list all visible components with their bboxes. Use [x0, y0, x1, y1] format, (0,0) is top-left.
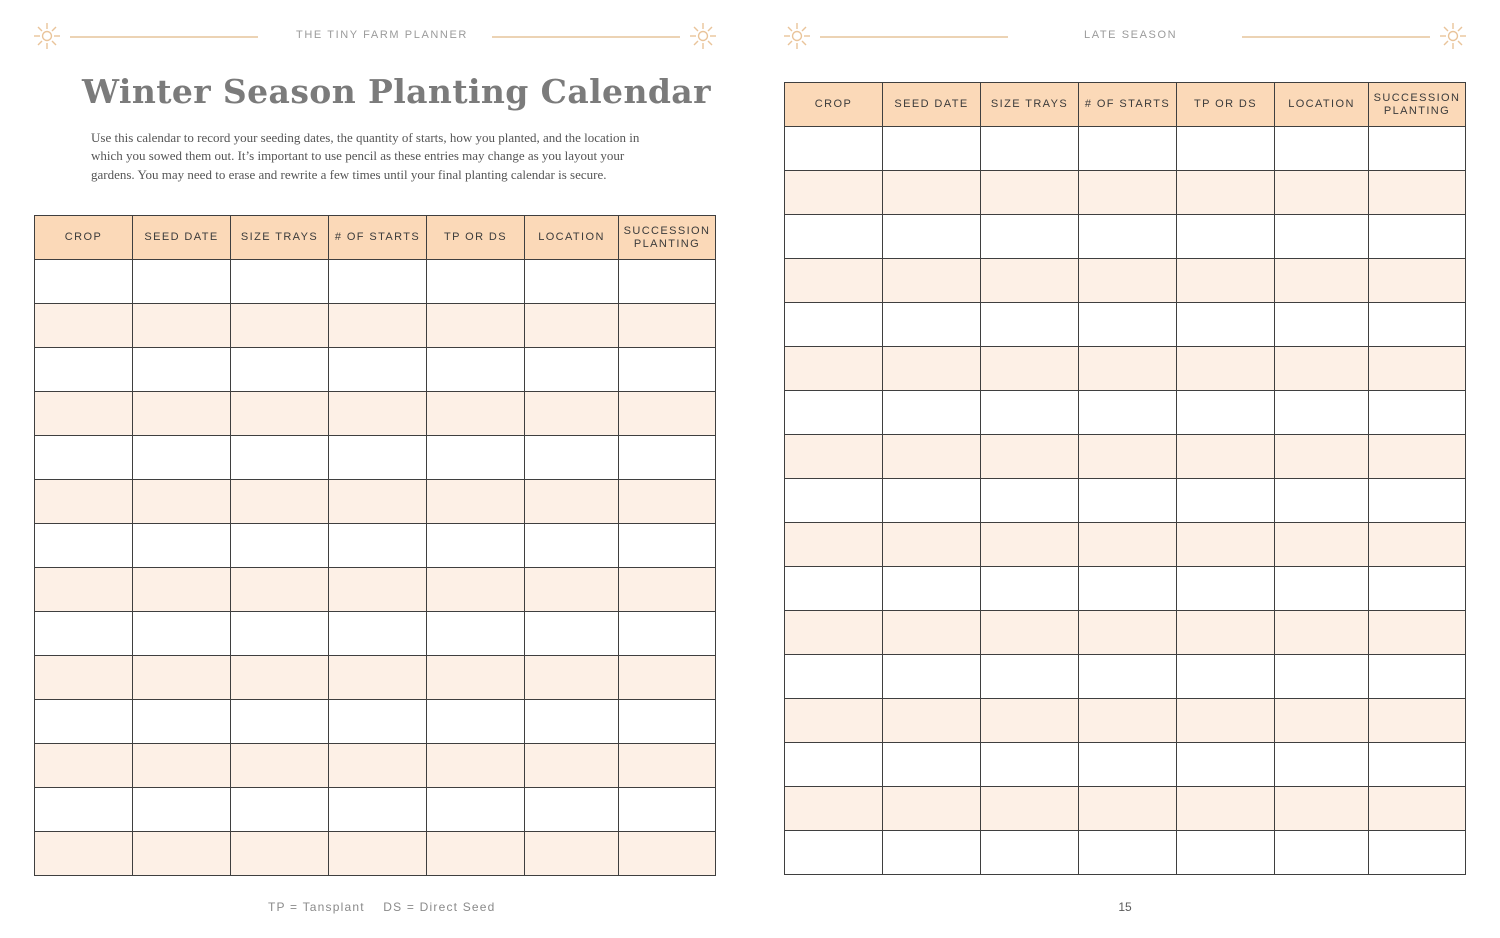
table-cell[interactable] — [883, 743, 981, 787]
table-cell[interactable] — [427, 744, 525, 788]
table-cell[interactable] — [1079, 831, 1177, 875]
table-cell[interactable] — [619, 700, 716, 744]
table-cell[interactable] — [785, 699, 883, 743]
col-header-starts: # OF STARTS — [329, 216, 427, 260]
table-cell[interactable] — [427, 832, 525, 876]
table-cell[interactable] — [619, 304, 716, 348]
right-planting-table — [784, 82, 1466, 875]
page-title: Winter Season Planting Calendar — [82, 72, 711, 111]
table-cell[interactable] — [883, 567, 981, 611]
table-cell[interactable] — [883, 479, 981, 523]
table-cell[interactable] — [785, 259, 883, 303]
table-cell[interactable] — [1079, 215, 1177, 259]
table-cell[interactable] — [1079, 699, 1177, 743]
table-cell[interactable] — [1275, 435, 1369, 479]
table-cell[interactable] — [785, 611, 883, 655]
table-cell[interactable] — [981, 699, 1079, 743]
table-row — [785, 215, 1466, 259]
table-cell[interactable] — [133, 524, 231, 568]
table-cell[interactable] — [133, 392, 231, 436]
table-cell[interactable] — [231, 436, 329, 480]
table-cell[interactable] — [619, 788, 716, 832]
table-row — [785, 523, 1466, 567]
table-row — [35, 348, 716, 392]
table-row — [785, 655, 1466, 699]
table-cell[interactable] — [619, 524, 716, 568]
table-cell[interactable] — [427, 348, 525, 392]
table-cell[interactable] — [525, 832, 619, 876]
table-cell[interactable] — [785, 831, 883, 875]
left-page-header — [30, 22, 720, 52]
table-cell[interactable] — [427, 304, 525, 348]
table-cell[interactable] — [329, 788, 427, 832]
right-page-header — [780, 22, 1470, 52]
table-cell[interactable] — [231, 480, 329, 524]
table-cell[interactable] — [1369, 699, 1466, 743]
table-row — [785, 435, 1466, 479]
table-row — [35, 832, 716, 876]
table-cell[interactable] — [619, 832, 716, 876]
table-cell[interactable] — [619, 656, 716, 700]
table-cell[interactable] — [883, 831, 981, 875]
table-cell[interactable] — [1275, 479, 1369, 523]
table-row — [35, 304, 716, 348]
table-cell[interactable] — [785, 787, 883, 831]
table-cell[interactable] — [883, 391, 981, 435]
table-row — [35, 436, 716, 480]
table-cell[interactable] — [619, 568, 716, 612]
table-cell[interactable] — [1177, 347, 1275, 391]
table-cell[interactable] — [329, 436, 427, 480]
table-cell[interactable] — [619, 436, 716, 480]
header-rule — [70, 36, 258, 38]
header-rule — [820, 36, 1008, 38]
table-row — [785, 259, 1466, 303]
table-cell[interactable] — [883, 215, 981, 259]
table-cell[interactable] — [981, 127, 1079, 171]
table-cell[interactable] — [1369, 391, 1466, 435]
table-cell[interactable] — [981, 391, 1079, 435]
section-header: LATE SEASON — [1084, 29, 1178, 41]
table-cell[interactable] — [525, 700, 619, 744]
header-rule — [492, 36, 680, 38]
table-cell[interactable] — [1079, 435, 1177, 479]
table-cell[interactable] — [785, 523, 883, 567]
sun-ornament-icon — [783, 22, 811, 50]
table-row — [35, 260, 716, 304]
table-cell[interactable] — [1079, 259, 1177, 303]
table-cell[interactable] — [883, 523, 981, 567]
table-cell[interactable] — [427, 480, 525, 524]
table-cell[interactable] — [1177, 611, 1275, 655]
table-cell[interactable] — [981, 523, 1079, 567]
table-cell[interactable] — [619, 348, 716, 392]
table-cell[interactable] — [1177, 743, 1275, 787]
table-cell[interactable] — [1369, 655, 1466, 699]
table-row — [35, 700, 716, 744]
table-cell[interactable] — [785, 435, 883, 479]
table-cell[interactable] — [525, 612, 619, 656]
table-cell[interactable] — [133, 700, 231, 744]
col-header-location: LOCATION — [525, 216, 619, 260]
table-cell[interactable] — [427, 524, 525, 568]
page-number: 15 — [1118, 900, 1132, 914]
table-cell[interactable] — [133, 832, 231, 876]
table-cell[interactable] — [133, 788, 231, 832]
col-header-succession-planting: SUCCESSION PLANTING — [1369, 83, 1466, 127]
table-row — [35, 480, 716, 524]
table-row — [35, 612, 716, 656]
table-cell[interactable] — [231, 832, 329, 876]
table-row — [785, 303, 1466, 347]
col-header-seed-date: SEED DATE — [883, 83, 981, 127]
table-cell[interactable] — [619, 744, 716, 788]
table-cell[interactable] — [785, 171, 883, 215]
col-header-tp-or-ds: TP OR DS — [427, 216, 525, 260]
table-cell[interactable] — [1177, 655, 1275, 699]
table-cell[interactable] — [785, 743, 883, 787]
table-cell[interactable] — [133, 436, 231, 480]
table-cell[interactable] — [1369, 523, 1466, 567]
table-row — [785, 699, 1466, 743]
table-cell[interactable] — [1177, 523, 1275, 567]
table-cell[interactable] — [1079, 127, 1177, 171]
col-header-crop: CROP — [785, 83, 883, 127]
table-cell[interactable] — [1177, 567, 1275, 611]
col-header-seed-date: SEED DATE — [133, 216, 231, 260]
table-cell[interactable] — [883, 127, 981, 171]
table-cell[interactable] — [1079, 567, 1177, 611]
table-cell[interactable] — [981, 171, 1079, 215]
col-header-location: LOCATION — [1275, 83, 1369, 127]
table-cell[interactable] — [231, 612, 329, 656]
table-cell[interactable] — [1275, 347, 1369, 391]
table-header-row — [785, 83, 1466, 127]
table-cell[interactable] — [1079, 743, 1177, 787]
legend-ds: DS = Direct Seed — [383, 900, 496, 914]
table-cell[interactable] — [981, 347, 1079, 391]
table-cell[interactable] — [883, 259, 981, 303]
table-cell[interactable] — [525, 524, 619, 568]
legend-tp: TP = Tansplant — [268, 900, 365, 914]
table-cell[interactable] — [1079, 347, 1177, 391]
table-cell[interactable] — [231, 788, 329, 832]
table-cell[interactable] — [1275, 611, 1369, 655]
table-cell[interactable] — [1275, 303, 1369, 347]
table-cell[interactable] — [525, 348, 619, 392]
table-cell[interactable] — [133, 656, 231, 700]
table-cell[interactable] — [785, 215, 883, 259]
table-cell[interactable] — [1369, 479, 1466, 523]
table-cell[interactable] — [35, 568, 133, 612]
table-cell[interactable] — [329, 392, 427, 436]
table-cell[interactable] — [1177, 171, 1275, 215]
table-cell[interactable] — [35, 304, 133, 348]
sun-ornament-icon — [33, 22, 61, 50]
col-header-crop: CROP — [35, 216, 133, 260]
table-cell[interactable] — [1369, 567, 1466, 611]
table-cell[interactable] — [1177, 479, 1275, 523]
table-row — [785, 743, 1466, 787]
table-row — [785, 391, 1466, 435]
table-cell[interactable] — [231, 348, 329, 392]
table-cell[interactable] — [785, 303, 883, 347]
table-cell[interactable] — [329, 348, 427, 392]
table-cell[interactable] — [981, 435, 1079, 479]
table-cell[interactable] — [1275, 127, 1369, 171]
table-cell[interactable] — [1369, 127, 1466, 171]
table-cell[interactable] — [785, 127, 883, 171]
table-cell[interactable] — [981, 743, 1079, 787]
table-cell[interactable] — [1369, 611, 1466, 655]
table-cell[interactable] — [785, 567, 883, 611]
table-cell[interactable] — [785, 347, 883, 391]
table-cell[interactable] — [883, 303, 981, 347]
table-cell[interactable] — [981, 259, 1079, 303]
table-cell[interactable] — [883, 655, 981, 699]
table-cell[interactable] — [1369, 215, 1466, 259]
intro-paragraph: Use this calendar to record your seeding dates, the quantity of starts, how you planted, and the location in which you sowed them out. It’s important to use pencil as these entries may change as you layout your gardens. You may need to erase and rewrite a few times until your final planting calendar is secure. — [91, 130, 640, 182]
table-row — [35, 524, 716, 568]
table-cell[interactable] — [525, 436, 619, 480]
table-cell[interactable] — [329, 656, 427, 700]
table-cell[interactable] — [35, 700, 133, 744]
table-cell[interactable] — [329, 524, 427, 568]
table-cell[interactable] — [525, 744, 619, 788]
table-row — [785, 611, 1466, 655]
table-cell[interactable] — [231, 568, 329, 612]
table-cell[interactable] — [133, 260, 231, 304]
table-cell[interactable] — [35, 436, 133, 480]
table-cell[interactable] — [427, 568, 525, 612]
table-cell[interactable] — [1275, 655, 1369, 699]
table-row — [785, 171, 1466, 215]
table-cell[interactable] — [231, 260, 329, 304]
table-cell[interactable] — [525, 480, 619, 524]
table-cell[interactable] — [525, 260, 619, 304]
table-cell[interactable] — [525, 656, 619, 700]
table-cell[interactable] — [1369, 831, 1466, 875]
table-row — [35, 788, 716, 832]
table-cell[interactable] — [1275, 699, 1369, 743]
table-row — [785, 787, 1466, 831]
table-cell[interactable] — [231, 304, 329, 348]
table-cell[interactable] — [1275, 743, 1369, 787]
col-header-size-trays: SIZE TRAYS — [981, 83, 1079, 127]
table-cell[interactable] — [1275, 215, 1369, 259]
table-cell[interactable] — [329, 612, 427, 656]
table-cell[interactable] — [619, 260, 716, 304]
left-planting-table — [34, 215, 716, 876]
table-cell[interactable] — [981, 215, 1079, 259]
table-cell[interactable] — [35, 832, 133, 876]
table-cell[interactable] — [981, 831, 1079, 875]
table-cell[interactable] — [427, 436, 525, 480]
table-cell[interactable] — [1275, 567, 1369, 611]
col-header-size-trays: SIZE TRAYS — [231, 216, 329, 260]
table-cell[interactable] — [883, 787, 981, 831]
table-cell[interactable] — [981, 479, 1079, 523]
table-cell[interactable] — [525, 568, 619, 612]
table-cell[interactable] — [35, 656, 133, 700]
table-cell[interactable] — [329, 700, 427, 744]
sun-ornament-icon — [1439, 22, 1467, 50]
table-cell[interactable] — [35, 480, 133, 524]
table-cell[interactable] — [133, 568, 231, 612]
table-cell[interactable] — [981, 655, 1079, 699]
table-cell[interactable] — [1369, 259, 1466, 303]
table-cell[interactable] — [231, 656, 329, 700]
table-cell[interactable] — [883, 611, 981, 655]
table-cell[interactable] — [1177, 435, 1275, 479]
table-cell[interactable] — [1079, 479, 1177, 523]
table-cell[interactable] — [1079, 391, 1177, 435]
table-cell[interactable] — [619, 612, 716, 656]
header-rule — [1242, 36, 1430, 38]
table-cell[interactable] — [35, 348, 133, 392]
table-cell[interactable] — [1275, 171, 1369, 215]
table-cell[interactable] — [981, 567, 1079, 611]
table-cell[interactable] — [427, 612, 525, 656]
table-cell[interactable] — [1275, 259, 1369, 303]
table-cell[interactable] — [1177, 699, 1275, 743]
table-row — [35, 568, 716, 612]
table-row — [35, 392, 716, 436]
table-cell[interactable] — [1079, 523, 1177, 567]
table-cell[interactable] — [35, 788, 133, 832]
table-cell[interactable] — [427, 260, 525, 304]
table-cell[interactable] — [329, 744, 427, 788]
table-cell[interactable] — [619, 480, 716, 524]
table-cell[interactable] — [525, 392, 619, 436]
sun-ornament-icon — [689, 22, 717, 50]
table-row — [785, 127, 1466, 171]
table-cell[interactable] — [35, 612, 133, 656]
table-cell[interactable] — [1079, 787, 1177, 831]
table-cell[interactable] — [427, 788, 525, 832]
table-cell[interactable] — [35, 392, 133, 436]
abbreviation-legend — [268, 900, 510, 914]
table-cell[interactable] — [1177, 787, 1275, 831]
table-row — [35, 744, 716, 788]
table-cell[interactable] — [427, 700, 525, 744]
table-cell[interactable] — [1177, 391, 1275, 435]
table-cell[interactable] — [1079, 655, 1177, 699]
table-cell[interactable] — [883, 435, 981, 479]
table-cell[interactable] — [883, 347, 981, 391]
table-cell[interactable] — [1079, 303, 1177, 347]
table-cell[interactable] — [883, 171, 981, 215]
table-cell[interactable] — [35, 260, 133, 304]
col-header-tp-or-ds: TP OR DS — [1177, 83, 1275, 127]
table-cell[interactable] — [525, 304, 619, 348]
table-cell[interactable] — [1275, 831, 1369, 875]
table-cell[interactable] — [427, 656, 525, 700]
table-cell[interactable] — [1369, 347, 1466, 391]
col-header-succession-planting: SUCCESSION PLANTING — [619, 216, 716, 260]
table-cell[interactable] — [231, 524, 329, 568]
table-cell[interactable] — [231, 744, 329, 788]
table-cell[interactable] — [1275, 787, 1369, 831]
book-title-header: THE TINY FARM PLANNER — [296, 29, 468, 41]
table-cell[interactable] — [133, 304, 231, 348]
table-cell[interactable] — [981, 787, 1079, 831]
table-row — [785, 831, 1466, 875]
table-cell[interactable] — [1369, 787, 1466, 831]
table-cell[interactable] — [231, 700, 329, 744]
col-header-starts: # OF STARTS — [1079, 83, 1177, 127]
table-cell[interactable] — [1369, 303, 1466, 347]
table-cell[interactable] — [329, 568, 427, 612]
table-cell[interactable] — [133, 348, 231, 392]
table-cell[interactable] — [981, 303, 1079, 347]
table-cell[interactable] — [1369, 435, 1466, 479]
table-row — [785, 347, 1466, 391]
table-cell[interactable] — [1369, 743, 1466, 787]
table-cell[interactable] — [1369, 171, 1466, 215]
table-cell[interactable] — [329, 304, 427, 348]
table-cell[interactable] — [231, 392, 329, 436]
table-cell[interactable] — [1177, 259, 1275, 303]
table-cell[interactable] — [1177, 303, 1275, 347]
table-cell[interactable] — [329, 480, 427, 524]
table-cell[interactable] — [1079, 611, 1177, 655]
table-cell[interactable] — [785, 479, 883, 523]
table-row — [35, 656, 716, 700]
table-cell[interactable] — [133, 744, 231, 788]
table-cell[interactable] — [1177, 831, 1275, 875]
table-cell[interactable] — [35, 744, 133, 788]
table-header-row — [35, 216, 716, 260]
table-cell[interactable] — [133, 480, 231, 524]
table-cell[interactable] — [1079, 171, 1177, 215]
table-cell[interactable] — [427, 392, 525, 436]
table-cell[interactable] — [883, 699, 981, 743]
table-cell[interactable] — [1275, 391, 1369, 435]
table-cell[interactable] — [1177, 215, 1275, 259]
table-cell[interactable] — [981, 611, 1079, 655]
table-cell[interactable] — [1177, 127, 1275, 171]
table-cell[interactable] — [619, 392, 716, 436]
table-cell[interactable] — [785, 391, 883, 435]
table-cell[interactable] — [329, 832, 427, 876]
table-cell[interactable] — [525, 788, 619, 832]
table-cell[interactable] — [1275, 523, 1369, 567]
table-cell[interactable] — [329, 260, 427, 304]
table-cell[interactable] — [35, 524, 133, 568]
table-cell[interactable] — [133, 612, 231, 656]
table-row — [785, 567, 1466, 611]
table-row — [785, 479, 1466, 523]
table-cell[interactable] — [785, 655, 883, 699]
